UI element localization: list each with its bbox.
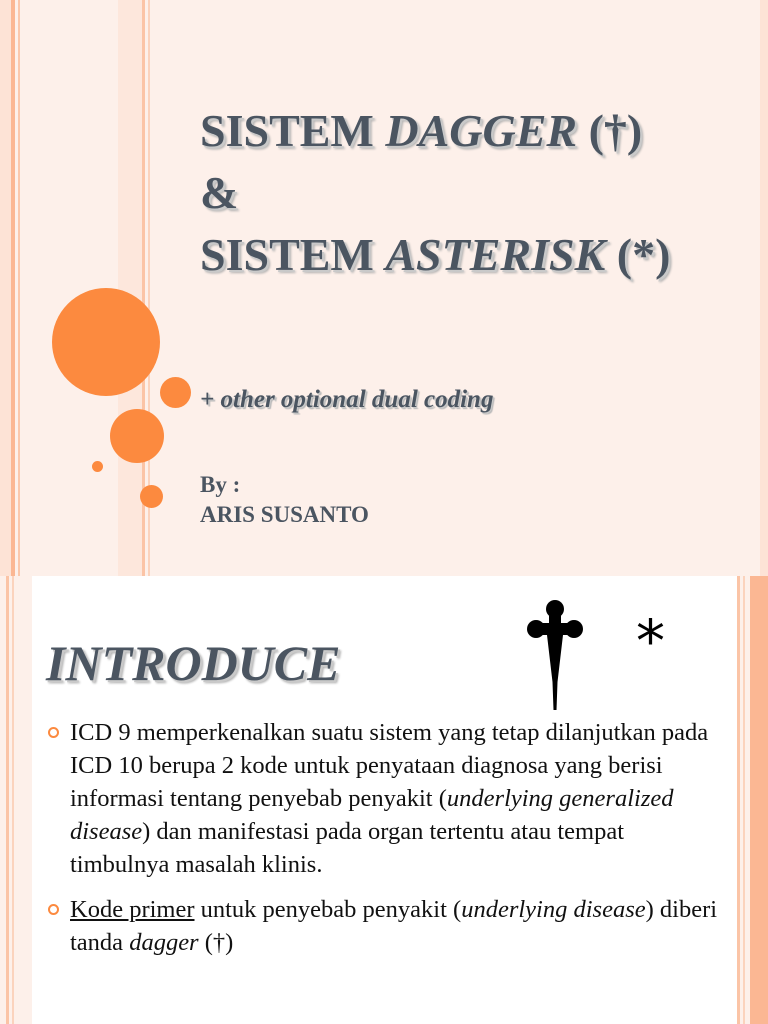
- decorative-stripe: [750, 576, 768, 1024]
- decorative-circle-large: [52, 288, 160, 396]
- title-text: SISTEM: [200, 105, 386, 156]
- asterisk-icon: *: [636, 607, 665, 675]
- decorative-circle: [110, 409, 164, 463]
- bullet-text: ICD 9 memperkenalkan suatu sistem yang tetap dilanjutkan pada ICD 10 berupa 2 kode untuk penyataan diagnosa yang berisi informasi tentang penyebab penyakit (: [70, 719, 709, 812]
- decorative-circle: [160, 377, 191, 408]
- decorative-stripe: [0, 0, 11, 576]
- introduce-slide: [0, 576, 768, 1024]
- decorative-stripe: [760, 0, 768, 576]
- bullet-italic-text: underlying disease: [461, 896, 646, 923]
- circle-bullet-icon: [48, 727, 59, 738]
- decorative-circle: [140, 485, 163, 508]
- decorative-stripe: [11, 0, 15, 576]
- title-line-ampersand: &: [200, 167, 239, 218]
- decorative-stripe: [6, 576, 9, 1024]
- bullet-text: ) diberi tanda: [70, 896, 718, 956]
- list-item: [46, 716, 726, 881]
- bullet-underlined-text: Kode primer: [70, 896, 195, 923]
- title-text: (*): [605, 229, 671, 280]
- slide-subtitle: + other optional dual coding: [200, 386, 494, 413]
- title-line-asterisk: [200, 224, 760, 286]
- title-text: SISTEM: [200, 229, 386, 280]
- bullet-text: ) dan manifestasi pada organ tertentu atau tempat timbulnya masalah klinis.: [70, 818, 625, 878]
- slide-title: [200, 100, 760, 286]
- title-italic-dagger: DAGGER: [385, 105, 578, 156]
- bullet-text: untuk penyebab penyakit (: [194, 896, 462, 923]
- dagger-icon: [527, 598, 583, 710]
- title-line-dagger: [200, 100, 760, 162]
- decorative-stripe: [12, 576, 14, 1024]
- bullet-text: (†): [198, 929, 234, 956]
- bullet-italic-text: underlying generalized disease: [70, 785, 674, 845]
- author-name: ARIS SUSANTO: [200, 502, 369, 527]
- title-italic-asterisk: ASTERISK: [385, 229, 606, 280]
- decorative-band: [0, 576, 32, 1024]
- list-item: [46, 893, 726, 959]
- decorative-circle-small: [92, 461, 103, 472]
- decorative-stripe: [737, 576, 740, 1024]
- decorative-stripe: [118, 0, 142, 576]
- title-text: (†): [577, 105, 643, 156]
- author-block: [200, 470, 369, 530]
- slide-heading: INTRODUCE: [46, 635, 341, 691]
- decorative-stripe: [18, 0, 20, 576]
- bullet-italic-text: dagger: [129, 929, 199, 956]
- bullet-list: [46, 716, 726, 959]
- decorative-stripe: [743, 576, 745, 1024]
- circle-bullet-icon: [48, 904, 59, 915]
- by-label: By :: [200, 472, 241, 497]
